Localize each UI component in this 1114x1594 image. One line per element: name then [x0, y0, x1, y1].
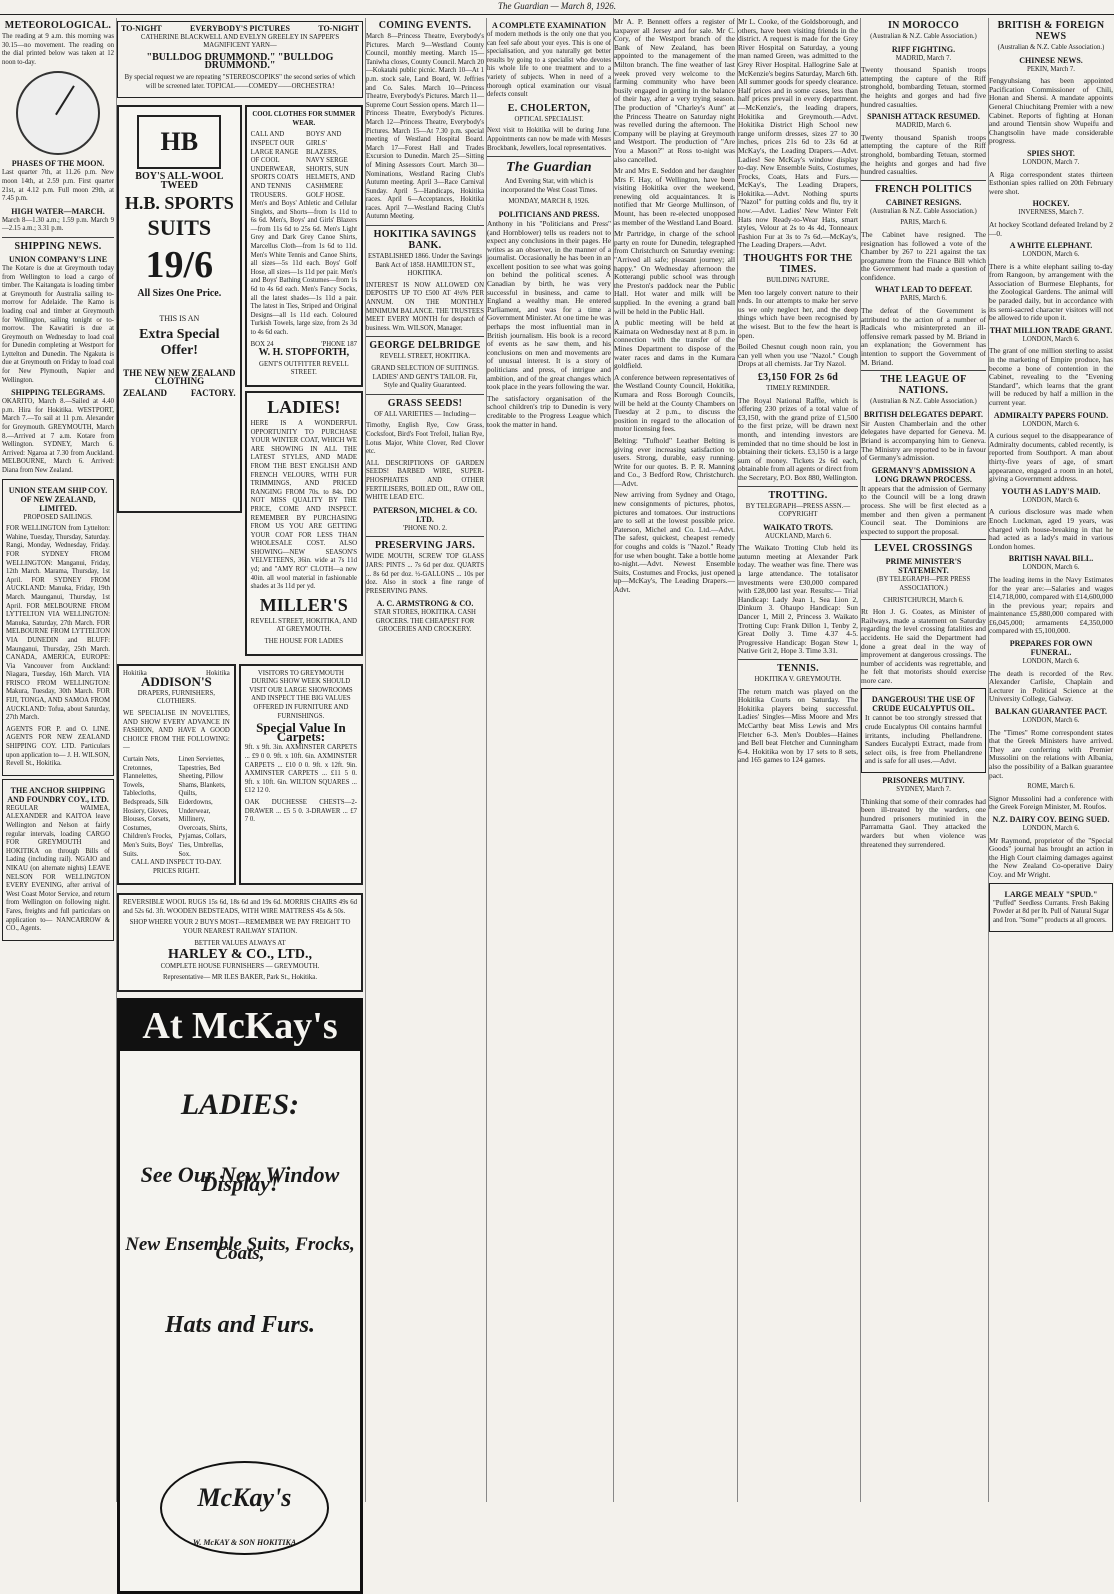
elephant-heading: A WHITE ELEPHANT. — [1009, 241, 1093, 251]
newspaper-title: The Guardian — [497, 1, 549, 11]
high-water-heading: HIGH WATER—MARCH. — [11, 206, 105, 216]
riff-place: MADRID, March 7. — [895, 54, 952, 62]
dangerous-heading: DANGEROUS! THE USE OF CRUDE EUCALYPTUS OIL. — [871, 695, 976, 714]
harley-footer — [117, 893, 363, 992]
bf-tag: (Australian & N.Z. Cable Association.) — [997, 44, 1105, 51]
mckays-banner: At McKay's — [120, 1001, 360, 1051]
addison-list-b: Linen Serviettes, Tapestries, Bed Sheeting, Pillow Shams, Blankets, Quilts, Eiderdowns, Underwear, Millinery, Overcoats, Shirts, Pyjamas, Collars, Ties, Umbrellas, Sox. — [178, 755, 228, 858]
million-place: LONDON, March 6. — [1022, 335, 1080, 343]
delbridge-text: GRAND SELECTION OF SUITINGS. LADIES' AND GENT'S TAILOR. Fit, Style and Quality Guaranteed. — [371, 365, 479, 390]
trotting-tag: BY TELEGRAPH—PRESS ASSN.—COPYRIGHT — [745, 502, 851, 519]
mckays-line-2: New Ensemble Suits, Frocks, Coats, — [125, 1234, 355, 1264]
british-del-heading: BRITISH DELEGATES DEPART. — [863, 409, 984, 419]
harley-sub: COMPLETE HOUSE FURNISHERS — GREYMOUTH. — [160, 962, 320, 970]
trotting-heading: TROTTING. — [768, 489, 828, 501]
millers-ad — [245, 391, 363, 656]
proposed-sailings: PROPOSED SAILINGS. — [23, 513, 93, 521]
chinese-text: Fengyuhsiang has been appointed Pacification Commissioner of Chili, Honan and Shensi. A mandate appoints General Chiuchitang Premier with a new Cabinet. Reports of fighting at Honan and around Tientsin show Wupeifu and Changtsolin have made considerable progress. — [989, 76, 1113, 146]
harley-rep: Representative— MR ILES BAKER, Park St., Hokitika. — [162, 974, 318, 982]
this-is-an: THIS IS AN — [159, 313, 200, 323]
funeral-place: LONDON, March 6. — [1022, 658, 1080, 666]
hockey-place: INVERNESS, March 7. — [1018, 209, 1084, 217]
ladies-heading: LADIES! — [267, 396, 341, 417]
newspaper-date: March 8, 1926. — [560, 1, 617, 11]
dairy-text: Mr Raymond, proprietor of the "Special Goods" journal has brought an action in the High Court claiming damages against the New Zealand Co-operative Dairy Coy. and Mr Wright. — [989, 835, 1113, 879]
telegrams-text: OKARITO, March 8.—Sailed at 4.40 p.m. Hira for Hokitika. WESTPORT, March 7.—To sail at 11 p.m. Alexander for Greymouth. GREYMOUTH, March 8.—Arrived at 7 a.m. Kotare from Wellington. SYDNEY, March 6. Arrived: Ngaroa at 7.30 from Auckland. MELBOURNE, March 6. Arrived: Diana from New Zealand. — [2, 398, 114, 474]
meteorological-heading: METEOROLOGICAL. — [4, 20, 112, 31]
column-7 — [860, 18, 986, 1502]
coming-events-text: March 8—Princess Theatre, Everybody's Pictures. March 9—Westland County Council, monthly meeting. March 15—Taniwha closes, County Council. March 20—Kokatahi public picnic. March 10—At 1 p.m. stock sale, Land Board, W. Jeffries and Co. Sales. March 10—Princess Theatre, Everybody's Pictures. March 11—Supreme Court Session opens. March 11—Princess Theatre, Everybody's Pictures. March 12—Princess Theatre, Everybody's Pictures. March 15—At 7.30 p.m. special meeting of Westland Hospital Board. March 17—Forest Hall and Trades Excursion to Dunedin. March 25—Sitting of Mining Assessors Court. March 30—Nominations, Westland Racing Club's Autumn meeting. April 3—Race Carnival Sunday. April 5—Handicaps, Hokitika races. April 6—Acceptances, Hokitika races. April 7—Westland Racing Club's Autumn Meeting. — [366, 33, 484, 221]
oak-text: OAK DUCHESSE CHESTS—2-DRAWER ... £5 5 0. 3-DRAWER ... £7 7 0. — [244, 798, 357, 824]
telegrams-heading: SHIPPING TELEGRAMS. — [11, 388, 105, 398]
guardian-motto: And Evening Star, with which is incorporated the West Coast Times. — [500, 178, 598, 194]
chinese-heading: CHINESE NEWS. — [1019, 55, 1083, 65]
addison-left: Hokitika — [123, 669, 147, 677]
everybodys-pictures-ad — [117, 21, 363, 98]
editorial-text: Anthony in his "Politicians and Press" (and Hornblower) tells us readers not to expect any conclusions in their pages. He writes as an observer, in the manner of a journalist. Occasionally he has been in an excellent position to see what was going on behind the political scenes. A Canadian by birth, he was very successful in business, and came to England a wealthy man. He entered Parliament, and was for a time a Government Minister. At one time he was perhaps the most influential man in British journalism. His book is a record of events as he saw them, and his conclusions on men and movements are of unusual interest. It is a story of politicians and press, of intrigue and ambition, and of the great changes which took place in the years following the war. — [487, 218, 611, 392]
crossings-heading: LEVEL CROSSINGS — [874, 543, 973, 555]
rome-text: Signor Mussolini had a conference with the Greek Foreign Minister, M. Roufos. — [989, 793, 1113, 812]
tennis-sub: HOKITIKA V. GREYMOUTH. — [754, 676, 842, 683]
grass-list: Timothy, English Rye, Cow Grass, Cocksfoot, Bird's Foot Trefoil, Italian Rye, Lotus Major, White Clover, Red Clover etc. — [366, 422, 484, 456]
germany-text: It appears that the admission of Germany to the Council will be a long drawn process. She will be first elected as a member and then given a permanent Council seat. The Dominions are expected to support the proposal. — [861, 483, 986, 536]
column-5 — [613, 18, 735, 1502]
beds-text: REVERSIBLE WOOL RUGS 15s 6d, 18s 6d and 19s 6d. MORRIS CHAIRS 49s 6d and 52s 6d. 3ft. WOODEN BEDSTEADS, WITH WIRE MATTRESS 45s & 50s. — [123, 899, 357, 915]
pictures-cast: CATHERINE BLACKWELL AND EVELYN GREELEY IN SAPPER'S MAGNIFICENT YARN— — [140, 33, 340, 50]
waikato-place: AUCKLAND, March 6. — [764, 532, 832, 540]
crossings-sub: PRIME MINISTER'S STATEMENT. — [885, 557, 962, 576]
local-news-e: A conference between representatives of the Westland County Council, Hokitika, Kumara and Ross Borough Councils, will be held at the County Chambers on Tuesday at 2 p.m., to discuss the position in regard to the allocation of motor licensing fees. — [614, 372, 735, 434]
spies-text: A Riga correspondent states thirteen Esthonian spies rallied on 20th February were shot. — [989, 169, 1113, 196]
local-news-f: Belting: "Tufhold" Leather Belting is giving ever increasing satisfaction to users. Strong, durable, easy running. Write for our quotes. B. P. R. Manning and Co., 3 Bedford Row, Christchurch.—Advt. — [614, 435, 735, 488]
addisons-ad — [117, 664, 236, 886]
naval-text: The leading items in the Navy Estimates for the year are:—Salaries and wages £14,718,000, compared with £14,600,000 in the previous year; repairs and maintenance £5,880,000 compared with £6,045,000; armaments £4,350,000 compared with £5,100,000. — [989, 574, 1113, 636]
guardian-date: MONDAY, MARCH 8, 1926. — [508, 198, 590, 206]
anchor-shipping-ad — [2, 779, 114, 941]
prize-text: The Royal National Raffle, which is offering 230 prizes of a total value of £3,150, with the grand prize of £1,500 to the first prize, will be drawn next month, and intending investors are reminded that no time should be lost in obtaining their tickets. £3,150 is a large sum of money. Tickets 2s 6d each, obtainable from all agents or direct from the Secretary, P.O. Box 880, Wellington. — [738, 395, 858, 482]
elephant-place: LONDON, March 6. — [1022, 251, 1080, 259]
high-water-text: March 8—1.30 a.m.; 1.59 p.m. March 9—2.15 a.m.; 3.31 p.m. — [2, 216, 114, 233]
shipping-heading: SHIPPING NEWS. — [14, 240, 102, 252]
dangerous-text: It cannot be too strongly stressed that crude Eucalyptus Oil contains harmful irritants, including Phellandrene. Sanders Eucalypti Extract, made from select oils, is free from Phellandrene and is safe for all uses.—Advt. — [865, 713, 982, 766]
armstrong-sub: STAR STORES, HOKITIKA. CASH GROCERS. THE CHEAPEST FOR GROCERIES AND CROCKERY. — [374, 609, 476, 634]
local-news-h: Mr L. Cooke, of the Goldsborough, and others, have been visiting friends in the district. A request is made for the Grey River Hospital on Saturday, a young man named Green, was admitted to the Grey River Hospital. Hallogrine Sale at McKenzie's begins Saturday, March 6th. All summer goods for speedy clearance. Half prices and in some cases, less than half prices prevail in every department.—McKenzie's, the leading drapers, Hokitika and Greymouth.—Advt. Hokitika District High School new range uniform dresses, sizes 27 to 30 inches, prices 21s 6d to 23s 6d at McKay's, the Leading Drapers.—Advt. Ladies! See McKay's window display to-day. New Ensemble Suits, Costumes, Frocks, Coats, Hats and Furs.—McKay's, The Leading Drapers, Hokitika.—Advt. Nothing spurts "Nazol" for putting colds and flu, try it now.—Advt. Ladies' New Winter Felt Hats now Ready-to-Wear Hats, smart styles, Velour at 2s to 4s 4d, Tonneaux Fashion Fur at 3s to 7s 6d.—McKay's, The Leading Drapers.—Advt. — [738, 17, 858, 250]
prize-sub: TIMELY REMINDER. — [766, 384, 830, 392]
riff-text: Twenty thousand Spanish troops attempting the capture of the Riff stronghold, bombarding Tetuan, stormed the heights and gorges and had five hundred casualties. — [861, 65, 986, 109]
ladies-text: HERE IS A WONDERFUL OPPORTUNITY TO PURCHASE YOUR WINTER COAT, WHICH WE ARE SHOWING IN ALL THE LATEST STYLES, AND MADE FROM THE BEST ENGLISH AND FRENCH VELOURS, WITH FUR TRIMMINGS, AND PRICED RANGING FROM 70s. to 84s. DO NOT MISS QUALITY BY THE PRICE, COME AND INSPECT. REMEMBER BY PURCHASING FROM US YOU ARE GETTING YOUR COAT FOR LESS THAN WHOLESALE COST. ALSO SHOWING—NEW SEASON'S VELVETEENS, 36in. wide at 7s 11d yd; and "AMY RO" CLOTH—a new 40in. all wool material in fashionable shades at 3s 11d per yd. — [250, 419, 357, 591]
cabinet-heading: CABINET RESIGNS. — [885, 197, 962, 207]
local-news-g: New arriving from Sydney and Otago, new consignments of pictures, photos, pictures and tomatoes. Our instructions are to sell at the lowest possible price. Paterson, Michel and Co. Ltd.—Advt. The safest, quickest, cheapest remedy for coughs and colds is "Nazol." Ready for use when bought. Take a bottle home to-night.—Advt. Newest Ensemble Suits, Costumes and Frocks, just opened up—McKay's, The Leading Drapers.—Advt. — [614, 490, 735, 594]
spies-place: LONDON, March 7. — [1022, 158, 1080, 166]
special-value: Special Value In Carpets: — [256, 720, 346, 744]
millers-sub: THE HOUSE FOR LADIES — [264, 638, 343, 646]
pictures-title: EVERYBODY'S PICTURES — [190, 24, 290, 33]
crossings-place: CHRISTCHURCH, March 6. — [883, 596, 964, 604]
eucalyptus-ad — [861, 688, 986, 773]
column-6 — [737, 18, 858, 1502]
union-text: The Kotare is due at Greymouth today from Wellington to load a cargo of timber. The Kaitangata is loading timber at Greymouth for Australia sailing to-morrow for Adelaide. The Kamo is loading coal and timber at Greymouth for Wellington, sailing tonight or to-morrow. The Kawatiri is due at Greymouth on Wednesday to load coal for Dunedin completing at Westport for Lyttelton and Dunedin. The Ngakuta is due at Greymouth on Friday to load coal for New Plymouth, Napier and Wellington. — [2, 264, 114, 384]
admiralty-text: A curious sequel to the disappearance of Admiralty documents, cabled recently, is reported from Southport. A man about thirty-five years of age, of smart appearance, engaged a room in an hotel, giving a Government address. — [989, 431, 1113, 484]
addison-text: WE SPECIALISE IN NOVELTIES, AND SHOW EVERY ADVANCE IN FASHION, AND HAVE A GOOD CHOICE FROM THE FOLLOWING:— — [123, 710, 230, 752]
spanish-place: MADRID, March 6. — [895, 122, 952, 130]
mckays-ladies: LADIES: — [180, 1088, 300, 1122]
cholerton-sub: OPTICAL SPECIALIST. — [514, 115, 584, 123]
dairy-place: LONDON, March 6. — [1022, 824, 1080, 832]
naval-heading: BRITISH NAVAL BILL. — [1008, 554, 1094, 564]
elephant-text: There is a white elephant sailing to-day from Rangoon, by arrangement with the Association of Burmese Elephants, for the Zoological Gardens. The animal will be paraded daily, but in accordance with its semi-sacred character visitors will not be allowed to ride upon it. — [989, 261, 1113, 323]
crossings-tag: (BY TELEGRAPH—PER PRESS ASSOCIATION.) — [876, 576, 971, 592]
column-1 — [2, 18, 114, 1502]
prisoners-heading: PRISONERS MUTINY. — [882, 776, 965, 786]
page-header: The Guardian — March 8, 1926. — [0, 0, 1114, 15]
spud-heading: LARGE MEALY "SPUD." — [1004, 889, 1098, 899]
column-8 — [988, 18, 1113, 1502]
paterson-heading: PATERSON, MICHEL & CO. LTD. — [373, 505, 477, 524]
addison-right: Hokitika — [205, 669, 230, 677]
spud-text: "Puffed" Seedless Currants. Fresh Baking Powder at 8d per lb. Pull of Natural Sugar and Iron. "Some"" products at all grocers. — [993, 899, 1109, 924]
morocco-tag: (Australian & N.Z. Cable Association.) — [870, 33, 977, 40]
thoughts-sub: BUILDING NATURE. — [766, 277, 830, 285]
barometer-needle — [55, 86, 75, 116]
stopforth-sub: GENT'S OUTFITTER REVELL STREET. — [259, 360, 349, 377]
harley-top: BETTER VALUES ALWAYS AT — [194, 939, 286, 947]
maid-heading: YOUTH AS LADY'S MAID. — [1001, 486, 1101, 496]
balkan-place: LONDON, March 6. — [1022, 717, 1080, 725]
stop-phone: 'PHONE 187 — [321, 340, 357, 348]
union-steamship-ad — [2, 479, 114, 776]
mckays-logo-icon — [160, 1461, 329, 1555]
germany-heading: GERMANY'S ADMISSION A LONG DRAWN PROCESS. — [871, 465, 976, 484]
defeat-text: The defeat of the Government is attributed to the action of a number of Radicals who misinterpreted an ill-offensive remark passed by M. Briand in an explanation; the Government has intention to support the Government of M. Briand. — [861, 306, 986, 367]
cool-list: Men's and Boys' Athletic and Cellular Singlets, and Shorts—from 1s 11d to 6s 6d. Men's, Boys' and Girls' Blazers—from 11s 6d to 25s 6d. Men's Light Grey and Dark Grey Canoe Shirts, Marcellus Cloth—from 1s 6d to 11d. Men's White Tennis and Canoe Shirts, all sizes—5s 11d each. Boys' Golf Hose, all sizes—1s 11d per pair. Men's and Boys' Bathing Costumes—from 1s 6d to 4s 6d each. Men's Fancy Socks, all the latest shades—1s 11d a pair. The latest in Ties, Striped and Original Designs—all 1s 11d each. Coloured Turkish Towels, large size, from 2s 3d to 4s 6d each. — [250, 200, 357, 336]
harley-name: HARLEY & CO., LTD., — [167, 947, 313, 963]
nazol-text: Boiled Chesnut cough noon rain, you can yell when you use "Nazol." Cough Drops at all chemists. Jar Try Nazol. — [738, 342, 858, 369]
hockey-heading: HOCKEY. — [1032, 199, 1070, 209]
thoughts-text: Men too largely convert nature to their ends. In our attempts to make her serve us we only neglect her, and the deep things which have been recognised by the wisest. But to the few the heart is open. — [738, 287, 858, 340]
million-heading: THAT MILLION TRADE GRANT. — [989, 325, 1113, 335]
all-sizes: All Sizes One Price. — [137, 288, 222, 300]
cool-left-text: CALL AND INSPECT OUR LARGE RANGE OF COOL UNDERWEAR, SPORTS COATS AND TENNIS TROUSERS. — [250, 131, 299, 199]
tonight-right: TO-NIGHT — [318, 24, 359, 33]
editorial-text-2: The satisfactory organisation of the school children's trip to Dunedin is very creditable to the Progress League which took the matter in hand. — [487, 393, 611, 429]
film-title: "BULLDOG DRUMMOND." "BULLDOG DRUMMOND." — [146, 51, 334, 72]
suits: SUITS — [147, 215, 212, 241]
balkan-text: The "Times" Rome correspondent states that the Greek Ministers have arrived. They are conferring with Premier Mussolini on the relations with Albania, also the possibility of a Balkan guarantee pact. — [989, 727, 1113, 780]
suit-price: 19/6 — [145, 244, 214, 287]
zealand: ZEALAND — [123, 387, 168, 398]
hockey-text: At hockey Scotland defeated Ireland by 2—0. — [989, 219, 1113, 238]
balkan-heading: BALKAN GUARANTEE PACT. — [995, 707, 1107, 717]
local-news-d: A public meeting will be held at Kaimata on Wednesday next at 8 p.m. in connection with the transfer of the Mines Department to dispose of the water races and dams in the Kumara goldfield. — [614, 318, 735, 371]
factory: FACTORY. — [190, 387, 236, 398]
harley-ad — [239, 664, 363, 886]
hb-logo-icon: HB — [137, 115, 221, 169]
bf-heading: BRITISH & FOREIGN NEWS — [997, 20, 1105, 42]
funeral-heading: PREPARES FOR OWN FUNERAL. — [1009, 639, 1093, 658]
mckays-ad — [117, 998, 363, 1594]
anchor-text: REGULAR WAIMEA, ALEXANDER and KAITOA leave Wellington and Nelson at fairly regular intervals, loading CARGO FOR GREYMOUTH and HOKITIKA on through Bills of Lading (including rail). NGAIO and NIKAU (on alternate nights) LEAVE NELSON FOR WELLINGTON EVERY EVENING, after arrival of West Coast Motor Service, and return from Wellington on following night. Fares, freights and full particulars on application to— NANCARROW & CO., Agents. — [6, 804, 110, 933]
tonight-left: TO-NIGHT — [121, 24, 162, 33]
divider — [2, 237, 114, 238]
column-2 — [116, 18, 363, 1548]
meteorological-text: The reading at 9 a.m. this morning was 30.15—no movement. The reading on the dial printed below was taken at 12 noon to-day. — [2, 33, 114, 66]
delbridge-heading: GEORGE DELBRIDGE — [369, 340, 481, 352]
grass-sub: OF ALL VARIETIES — Including— — [374, 410, 476, 418]
chinese-place: PEKIN, March 7. — [1027, 65, 1075, 73]
column-3 — [365, 18, 484, 1502]
prisoners-place: SYDNEY, March 7. — [896, 786, 951, 794]
mckays-line-1: See Our New Window Display! — [140, 1162, 340, 1196]
mckays-logo-sub: W. McKAY & SON HOKITIKA — [192, 1538, 297, 1548]
local-news-a: Mr A. P. Bennett offers a register of taxpayer all Jersey and for sale. Mr C. Cory, of the Westport branch of the Bank of New Zealand, has been appointed to the management of the Milton branch. The fine weather of last week proved very welcome to the farming community who have been busily engaged in getting in the balance of their hay, after a very trying season. The production of "Charley's Aunt" at the Princess Theatre on Saturday night was revelled during the afternoon. The Company will be playing at Greymouth and Westport. The production of "Are You a Mason?" at Ross to-night was also cancelled. — [614, 17, 735, 164]
spanish-text: Twenty thousand Spanish troops attempting the capture of the Riff stronghold, bombarding Tetuan, stormed the heights and gorges and had five hundred casualties. — [861, 132, 986, 177]
local-news-c: Mr Partridge, in charge of the school party en route for Dunedin, telegraphed from Christchurch on Saturday evening: "Arrived all safe; pleasant journey; all happy." On Wednesday afternoon the Kotterangi public school was through the Preston's paddock near the Public Hall. Hot water and milk will be supplied. In the evening a grand ball will be held in the Public Hall. — [614, 229, 735, 316]
mckays-line-3: Hats and Furs. — [164, 1312, 316, 1339]
jars-heading: PRESERVING JARS. — [374, 540, 476, 552]
french-heading: FRENCH POLITICS — [874, 183, 972, 195]
local-news-b: Mr and Mrs E. Seddon and her daughter Mrs F. Hay, of Wellington, have been visiting Hokitika over the weekend, renewing old acquaintances. It is notified that Mr George Mullinson, of Mount, has been re-elected unopposed as member of the Westland Land Board. — [614, 166, 735, 227]
usco-heading: UNION STEAM SHIP COY. OF NEW ZEALAND, LIMITED. — [8, 485, 108, 513]
exam-text: of modern methods is the only one that you can feel safe about your eyes. This is one of specialisation, and you naturally get better results by going to a specialist who devotes his whole life to one treatment and to a variety of subjects. When in need of a thorough optical examination our visual defects consult — [487, 31, 611, 99]
tennis-heading: TENNIS. — [777, 663, 819, 674]
savings-bank-heading: HOKITIKA SAVINGS BANK. — [373, 229, 477, 252]
paris-place: PARIS, March 6. — [900, 219, 947, 227]
million-text: The grant of one million sterling to assist in the marketing of Empire produce, has become a bone of contention in the Cabinet, revealing to the "Evening Standard", which learns that the grant will be reduced by half a million in the current year. — [989, 346, 1113, 407]
sailings-text: FOR WELLINGTON from Lyttelton: Wahine, Tuesday, Thursday, Saturday. Rangi, Monday, Wednesday, Friday. FOR SYDNEY FROM WELLINGTON: Manganui, Friday, 12th March. Marama, Thursday, 1st April. FOR SYDNEY FROM AUCKLAND: Manuka, Friday, 19th March. Maunganui, Thursday, 1st April. FOR MELBOURNE FROM LYTTELTON VIA WELLINGTON: Manuka, Saturday, 27th March. FOR MELBOURNE FROM LYTTELTON VIA DUNEDIN and BLUFF: Maunganui, Thursday, 25th March. CANADA, AMERICA, EUROPE: Via Vancouver from Auckland: Niagara, Tuesday, 16th March. VIA FRISCO FROM WELLINGTON: Makura, Tuesday, 30th March. FOR FIJI, TONGA, AND SAMOA FROM AUCKLAND: Tofua, about Saturday, 27th March. — [6, 525, 110, 722]
shop-text: SHOP WHERE YOUR 2 BUYS MOST—REMEMBER WE PAY FREIGHT TO YOUR NEAREST RAILWAY STATION. — [129, 919, 351, 936]
addison-list-a: Curtain Nets, Cretonnes, Flannelettes, Towels, Tablecloths, Bedspreads, Silk Hosiery, Gloves, Blouses, Corsets, Costumes, Children's Frocks, Men's Suits, Boys' Suits. — [123, 755, 174, 858]
boys-tweed: BOY'S ALL-WOOL TWEED — [135, 171, 224, 191]
spies-heading: SPIES SHOT. — [1027, 148, 1075, 158]
hb-sports-suits-ad — [117, 105, 242, 513]
mckays-logo-text: McKay's — [197, 1483, 292, 1513]
addison-name: ADDISON'S — [140, 674, 212, 690]
funeral-text: The death is recorded of the Rev. Alexander Carlisle, Chaplain and Lecturer in Political Science at the University College, Galway. — [989, 668, 1113, 704]
prisoners-text: Thinking that some of their comrades had been ill-treated by the warders, one hundred prisoners mutinied in the Parramatta Gaol. They attacked the warders but when violence was threatened they surrendered. — [861, 796, 986, 849]
coming-events-heading: COMING EVENTS. — [378, 20, 472, 31]
tennis-text: The return match was played on the Hokitika Courts on Saturday. The Hokitika players being successful. Ladies' Singles—Miss Moore and Mrs McCarthy beat Miss Lewis and Mrs Fletcher 6-3. Men's Doubles—Haines and Bell beat Fletcher and Cunningham 6-4. Hokitika won by 17 sets to 8 sets, and 165 games to 124 games. — [738, 686, 858, 765]
british-del-text: Sir Austen Chamberlain and the other delegates have departed for Geneva. M. Briand is accompanying him to Geneva. The Ministry are reported to be in favour of Germany's admission. — [861, 418, 986, 463]
league-tag: (Australian & N.Z. Cable Association.) — [870, 398, 977, 406]
admiralty-place: LONDON, March 6. — [1022, 420, 1080, 428]
anchor-heading: THE ANCHOR SHIPPING AND FOUNDRY COY., LTD. — [7, 785, 109, 804]
spud-ad — [989, 883, 1113, 933]
paterson-phone: 'PHONE NO. 2. — [403, 524, 447, 532]
savings-text: INTEREST IS NOW ALLOWED ON DEPOSITS UP TO £500 AT 4½% PER ANNUM. ON THE MONTHLY MINIMUM BALANCE. THE TRUSTEES MEET EVERY MONTH for despatch of business. Wm. WILSON, Manager. — [366, 281, 484, 332]
admiralty-heading: ADMIRALTY PAPERS FOUND. — [993, 410, 1109, 420]
cholerton-heading: E. CHOLERTON, — [507, 102, 591, 114]
cabinet-text: The Cabinet have resigned. The resignation has followed a vote of the Chamber by 267 to 221 against the tax programme from the Finance Bill which the Government had made a question of confidence. — [861, 229, 986, 282]
pictures-note: By special request we are repeating "STEREOSCOPIKS" the second series of which will be screened later. TOPICAL——COMEDY——ORCHESTRA! — [124, 73, 356, 90]
stop-box: BOX 24 — [250, 340, 274, 348]
grass-seeds-heading: GRASS SEEDS! — [387, 397, 463, 409]
column-4 — [486, 18, 611, 1502]
moon-phases-text: Last quarter 7th, at 11.26 p.m. New moon 14th, at 2.59 p.m. First quarter 21st, at 4.12 p.m. Full moon 29th, at 7.45 p.m. — [2, 169, 114, 203]
riff-heading: RIFF FIGHTING. — [891, 44, 956, 54]
extra-offer: Extra Special Offer! — [139, 326, 220, 358]
rome-place: ROME, March 6. — [1027, 783, 1075, 791]
savings-est: ESTABLISHED 1866. Under the Savings Bank Act of 1858. HAMILTON ST., HOKITIKA. — [367, 253, 483, 278]
crossings-text: Rt Hon J. G. Coates, as Minister of Railways, made a statement on Saturday regarding the level crossing fatalities and accidents. He said the Department had done a great deal in the way of improvement at dangerous crossings. The number of accidents was regrettable, and he felt that motorists should exercise more care. — [861, 607, 986, 685]
armstrong-heading: A. C. ARMSTRONG & CO. — [376, 599, 474, 609]
addison-call: CALL AND INSPECT TO-DAY. PRICES RIGHT. — [131, 859, 222, 875]
morocco-heading: IN MOROCCO — [887, 20, 960, 31]
visitors-text: VISITORS TO GREYMOUTH DURING SHOW WEEK SHOULD VISIT OUR LARGE SHOWROOMS AND INSPECT THE BIG VALUES OFFERED IN FURNITURE AND FURNISHINGS. — [249, 669, 353, 720]
thoughts-heading: THOUGHTS FOR THE TIMES. — [743, 253, 853, 276]
spanish-heading: SPANISH ATTACK RESUMED. — [867, 112, 980, 122]
stopforth-name: W. H. STOPFORTH, — [258, 347, 350, 359]
exam-heading: A COMPLETE EXAMINATION — [491, 21, 607, 30]
cool-clothes-heading: COOL CLOTHES FOR SUMMER WEAR. — [252, 111, 356, 127]
agents-text: AGENTS FOR P. and O. LINE. AGENTS FOR NEW ZEALAND SHIPPING COY. LTD. Particulars upon application to— J. H. WILSON, Revell St., Hokitika. — [6, 725, 110, 768]
stopforth-ad — [245, 105, 363, 387]
defeat-place: PARIS, March 6. — [900, 295, 947, 303]
new-nz-clothing: THE NEW NEW ZEALAND CLOTHING — [123, 367, 236, 387]
union-heading: UNION COMPANY'S LINE — [8, 254, 108, 264]
millers-name: MILLER'S — [259, 594, 348, 615]
prize-heading: £3,150 FOR 2s 6d — [757, 371, 839, 383]
waikato-text: The Waikato Trotting Club held its autumn meeting at Alexander Park today. The weather was fine. There was a large attendance. The totalisator investments were £30,000 compared with £28,000 last year. Results:— Trial Handicap: Lady Jean 1, Sea Lion 2, Dinkum 3. Ohaupo Handicap: Sun Dancer 1, Mill 2, Princess 3. Waikato Trotting Cup: Frank Dillon 1, Tenby 2, Great Dolly 3. Time 4.37 4-5. Progressive Handicap: Bogan Stew 1, Native Grit 2, Hope 3. Time 3.31. — [738, 543, 858, 656]
politicians-heading: POLITICIANS AND PRESS. — [498, 209, 600, 219]
league-heading: THE LEAGUE OF NATIONS. — [880, 374, 967, 397]
defeat-heading: WHAT LEAD TO DEFEAT. — [874, 285, 973, 295]
cholerton-text: Next visit to Hokitika will be during June. Appointments can now be made with Messrs Brockbank, Jewellers, local representatives. — [487, 127, 611, 152]
carpets-text: 9ft. x 9ft. 3in. AXMINSTER CARPETS ... £9 0 0. 9ft. x 10ft. 6in. AXMINSTER CARPETS ... £10 0 0. 9ft. x 12ft. 9in. AXMINSTER CARPETS ... £11 5 0. 9ft. x 10ft. 6in. WILTON SQUARES ... £12 12 0. — [244, 744, 357, 795]
moon-phases-heading: PHASES OF THE MOON. — [11, 159, 105, 169]
delbridge-address: REVELL STREET, HOKITIKA. — [379, 353, 471, 361]
hb-sports: H.B. SPORTS — [124, 193, 234, 214]
millers-address: REVELL STREET, HOKITIKA, AND AT GREYMOUTH. — [250, 617, 357, 634]
jars-text: WIDE MOUTH, SCREW TOP GLASS JARS: PINTS ... 7s 6d per doz. QUARTS ... 8s 6d per doz. ½-GALLONS ... 10s per doz. Also in stock a fine range of PRESERVING PANS. — [366, 553, 484, 595]
cabinet-tag: (Australian & N.Z. Cable Association.) — [870, 207, 977, 215]
barometer-dial-icon — [16, 71, 100, 155]
dairy-heading: N.Z. DAIRY COY. BEING SUED. — [992, 814, 1110, 824]
waikato-heading: WAIKATO TROTS. — [763, 522, 833, 532]
cool-right-text: BOYS' AND GIRLS' BLAZERS, NAVY SERGE SHORTS, SUN HELMETS, AND CASHMERE GOLF HOSE. — [305, 131, 356, 199]
grass-all: ALL DESCRIPTIONS OF GARDEN SEEDS! BARBED WIRE, SUPER-PHOSPHATES AND OTHER FERTILISERS, BOILED OIL, RAW OIL, WHITE LEAD ETC. — [366, 459, 484, 502]
addison-sub: DRAPERS, FURNISHERS, CLOTHIERS. — [137, 689, 216, 706]
guardian-masthead: The Guardian — [506, 160, 592, 176]
maid-place: LONDON, March 6. — [1022, 496, 1080, 504]
maid-text: A curious disclosure was made when Enoch Luckman, aged 19 years, was charged with house-breaking in that he had acted as a lady's maid in various London homes. — [989, 507, 1113, 551]
naval-place: LONDON, March 6. — [1022, 564, 1080, 572]
